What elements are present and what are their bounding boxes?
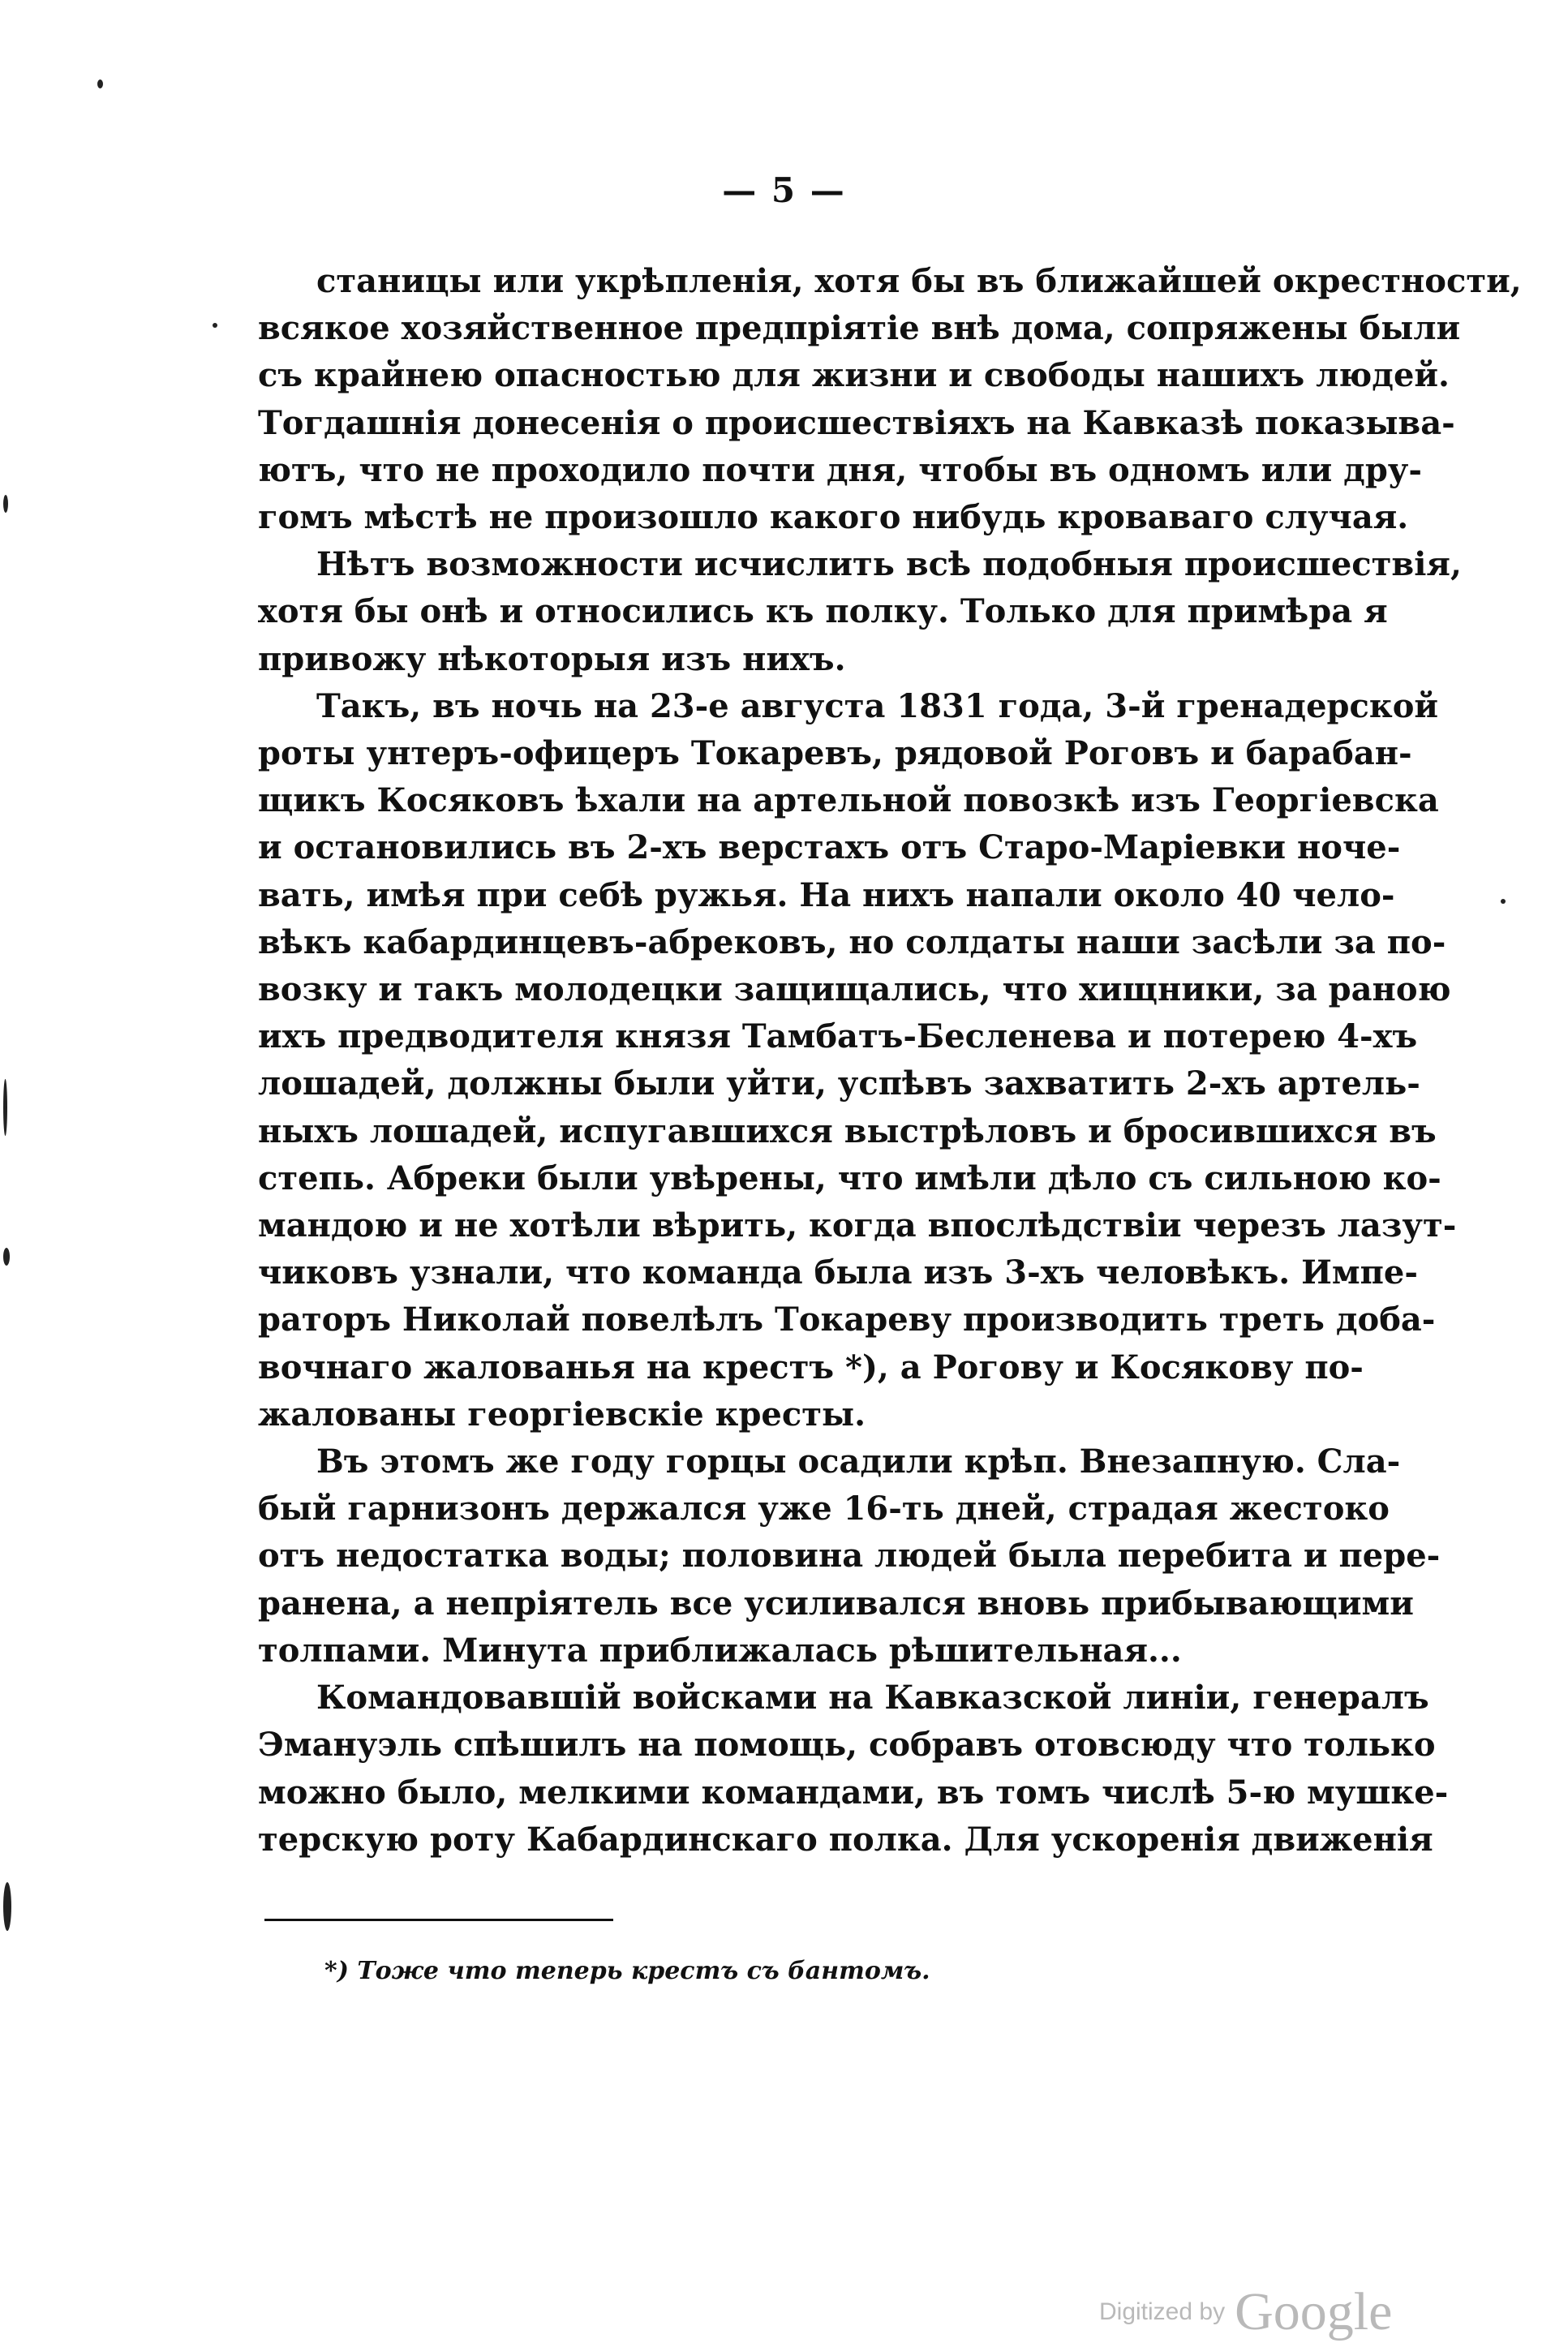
footnote-divider bbox=[264, 1919, 613, 1921]
scan-speck bbox=[3, 495, 8, 513]
text-line: Такъ, въ ночь на 23-е августа 1831 года, 3-й гренадерской bbox=[316, 686, 1439, 725]
text-line: всякое хозяйственное предпріятіе внѣ дома, сопряжены были bbox=[258, 309, 1461, 348]
text-line: Командовавшій войсками на Кавказской линіи, генералъ bbox=[316, 1679, 1429, 1717]
digitized-by-watermark bbox=[1099, 2281, 1392, 2343]
text-line: ютъ, что не проходило почти дня, чтобы въ одномъ или дру- bbox=[258, 450, 1422, 489]
text-line: станицы или укрѣпленія, хотя бы въ ближайшей окрестности, bbox=[316, 262, 1522, 300]
scan-speck bbox=[3, 1079, 7, 1136]
text-line: Нѣтъ возможности исчислить всѣ подобныя происшествія, bbox=[316, 545, 1462, 584]
text-line: ихъ предводителя князя Тамбатъ-Бесленева и потерею 4-хъ bbox=[258, 1017, 1418, 1056]
watermark-prefix: Digitized by bbox=[1099, 2298, 1226, 2325]
text-line: терскую роту Кабардинскаго полка. Для ускоренія движенія bbox=[258, 1820, 1433, 1859]
text-line: жалованы георгіевскіе кресты. bbox=[258, 1395, 866, 1434]
text-line: гомъ мѣстѣ не произошло какого нибудь кроваваго случая. bbox=[258, 498, 1409, 537]
body-text bbox=[258, 258, 1522, 1864]
scan-speck bbox=[213, 323, 217, 328]
text-line: отъ недостатка воды; половина людей была перебита и пере- bbox=[258, 1537, 1441, 1576]
text-line: вочнаго жалованья на крестъ *), а Рогову и Косякову по- bbox=[258, 1348, 1364, 1386]
text-line: привожу нѣкоторыя изъ нихъ. bbox=[258, 639, 846, 678]
text-line: ранена, а непріятель все усиливался вновь прибывающими bbox=[258, 1584, 1414, 1623]
google-logo: Google bbox=[1235, 2282, 1393, 2341]
text-line: можно было, мелкими командами, въ томъ числѣ 5-ю мушке- bbox=[258, 1773, 1449, 1812]
text-line: Эмануэль спѣшилъ на помощь, собравъ отовсюду что только bbox=[258, 1726, 1436, 1765]
text-line: степь. Абреки были увѣрены, что имѣли дѣло съ сильною ко- bbox=[258, 1159, 1441, 1197]
text-line: Тогдашнія донесенія о происшествіяхъ на Кавказѣ показыва- bbox=[258, 403, 1455, 442]
text-line: чиковъ узнали, что команда была изъ 3-хъ человѣкъ. Импе- bbox=[258, 1253, 1418, 1292]
scan-speck bbox=[97, 80, 103, 88]
page-number: — 5 — bbox=[722, 170, 846, 210]
text-line: вѣкъ кабардинцевъ-абрековъ, но солдаты наши засѣли за по- bbox=[258, 922, 1446, 961]
text-line: Въ этомъ же году горцы осадили крѣп. Внезапную. Сла- bbox=[316, 1442, 1401, 1481]
text-line: возку и такъ молодецки защищались, что хищники, за раною bbox=[258, 970, 1451, 1009]
text-line: роты унтеръ-офицеръ Токаревъ, рядовой Роговъ и барабан- bbox=[258, 734, 1412, 773]
footnote: *) Тоже что теперь крестъ съ бантомъ. bbox=[324, 1957, 930, 1985]
paragraph bbox=[258, 258, 1522, 541]
text-line: бый гарнизонъ держался уже 16-ть дней, страдая жестоко bbox=[258, 1490, 1390, 1528]
text-line: щикъ Косяковъ ѣхали на артельной повозкѣ изъ Георгіевска bbox=[258, 781, 1439, 820]
text-line: лошадей, должны были уйти, успѣвъ захватить 2-хъ артель- bbox=[258, 1064, 1420, 1103]
text-line: мандою и не хотѣли вѣрить, когда впослѣдствіи черезъ лазут- bbox=[258, 1206, 1457, 1245]
text-line: хотя бы онѣ и относились къ полку. Только для примѣра я bbox=[258, 592, 1388, 631]
text-line: раторъ Николай повелѣлъ Токареву производить треть доба- bbox=[258, 1300, 1436, 1339]
text-line: съ крайнею опасностью для жизни и свободы нашихъ людей. bbox=[258, 356, 1450, 395]
paragraph bbox=[258, 1674, 1449, 1864]
paragraph bbox=[258, 683, 1457, 1438]
paragraph bbox=[258, 1438, 1441, 1674]
text-line: вать, имѣя при себѣ ружья. На нихъ напали около 40 чело- bbox=[258, 875, 1395, 914]
text-line: ныхъ лошадей, испугавшихся выстрѣловъ и бросившихся въ bbox=[258, 1111, 1437, 1150]
text-line: толпами. Минута приближалась рѣшительная... bbox=[258, 1631, 1182, 1670]
scan-speck bbox=[3, 1882, 11, 1931]
text-line: и остановились въ 2-хъ верстахъ отъ Старо-Маріевки ноче- bbox=[258, 828, 1401, 867]
paragraph bbox=[258, 541, 1462, 683]
scan-speck bbox=[3, 1248, 10, 1266]
scan-speck bbox=[1501, 899, 1506, 904]
